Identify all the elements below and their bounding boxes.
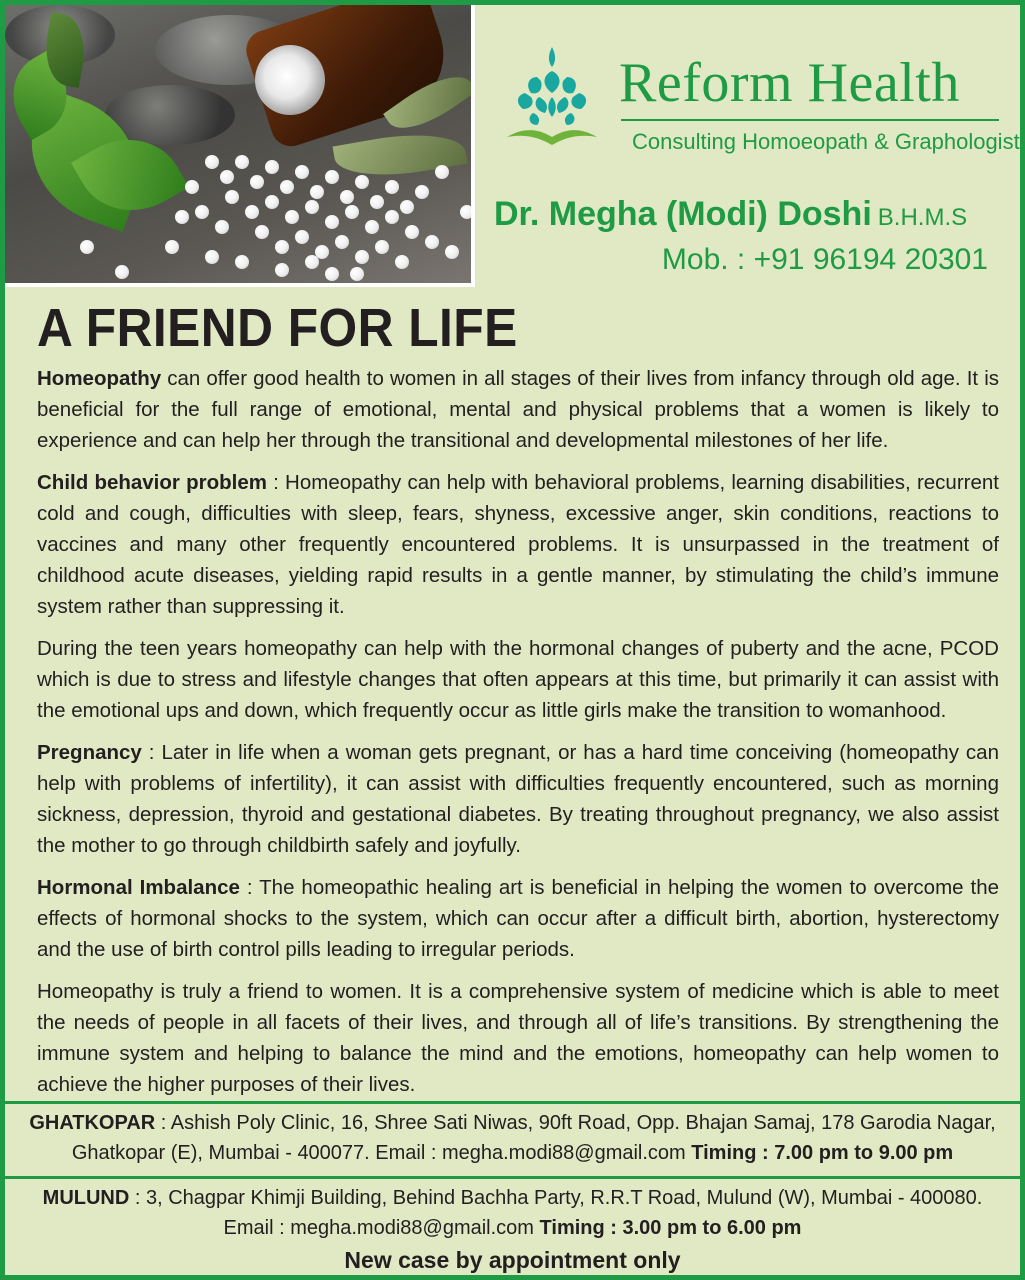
pellet: [115, 265, 129, 279]
pellet: [375, 240, 389, 254]
brand-divider: [621, 119, 999, 121]
clinic-timing: Timing : 3.00 pm to 6.00 pm: [539, 1217, 802, 1239]
pellet: [265, 160, 279, 174]
paragraph: Hormonal Imbalance : The homeopathic healing art is beneficial in helping the women to overcome the effects of hormonal shocks to the system, which can occur after a difficult birth, abortion, hysterectomy and the use of birth control pills leading to irregular periods.: [37, 876, 1000, 961]
article-body: [37, 363, 999, 1111]
pellet: [445, 245, 459, 259]
brand-name: Reform Health: [619, 52, 960, 114]
pellet: [185, 180, 199, 194]
clinic-address: : Ashish Poly Clinic, 16, Shree Sati Niwas, 90ft Road, Opp. Bhajan Samaj, 178 Garodia Nagar, Ghatkopar (E), Mumbai - 400077. Email : megha.modi88@gmail.com: [71, 1112, 996, 1164]
clinic-address: : 3, Chagpar Khimji Building, Behind Bachha Party, R.R.T Road, Mulund (W), Mumbai - 400080.: [129, 1187, 983, 1209]
pellet: [355, 250, 369, 264]
pellet: [280, 180, 294, 194]
pellet: [460, 205, 474, 219]
pellet: [345, 205, 359, 219]
pellet: [415, 185, 429, 199]
pellet: [245, 205, 259, 219]
paragraph: Homeopathy is truly a friend to women. It is a comprehensive system of medicine which is able to meet the needs of people in all facets of their lives, and through all of life’s transitions. By strengthening the immune system and helping to balance the mind and the emotions, homeopathy can help women to achieve the higher purposes of their lives.: [37, 980, 999, 1096]
pellet: [385, 210, 399, 224]
pellet: [340, 190, 354, 204]
pellet: [425, 235, 439, 249]
doctor-degree: B.H.M.S: [877, 204, 968, 231]
pellet: [350, 267, 364, 281]
doctor-name: [494, 195, 967, 234]
pellet: [275, 263, 289, 277]
paragraph: Pregnancy : Later in life when a woman gets pregnant, or has a hard time conceiving (homeopathy can help with problems of infertility), it can assist with difficulties frequently encountered, such as morning sickness, depression, thyroid and gestational diabetes. By treating throughout pregnancy, we also assist the mother to go through childbirth safely and joyfully.: [37, 741, 999, 857]
pellet: [265, 195, 279, 209]
pellet: [225, 190, 239, 204]
pellet: [305, 255, 319, 269]
clinic-ghatkopar: [5, 1101, 1020, 1172]
pellet: [335, 235, 349, 249]
pellet: [80, 240, 94, 254]
pellet: [435, 165, 449, 179]
clinic-email[interactable]: Email : megha.modi88@gmail.com: [223, 1217, 540, 1239]
pellet: [325, 170, 339, 184]
paragraph: Child behavior problem : Homeopathy can help with behavioral problems, learning disabilities, recurrent cold and cough, difficulties with sleep, fears, shyness, excessive anger, skin conditions, reactions to vaccines and many other frequently encountered problems. It is unsurpassed in the treatment of childhood acute diseases, yielding rapid results in a gentle manner, by stimulating the child’s immune system rather than suppressing it.: [37, 471, 999, 618]
pellet: [295, 165, 309, 179]
paragraph: Homeopathy can offer good health to women in all stages of their lives from infancy through old age. It is beneficial for the full range of emotional, mental and physical problems that a women is likely to experience and can help her through the transitional and developmental milestones of her life.: [37, 367, 999, 452]
pellet: [295, 230, 309, 244]
brand-tagline: Consulting Homoeopath & Graphologist: [632, 129, 1020, 154]
pellet: [405, 225, 419, 239]
pellet: [395, 255, 409, 269]
pellet: [235, 255, 249, 269]
appointment-note: New case by appointment only: [344, 1247, 681, 1273]
pellet: [195, 205, 209, 219]
pellet: [310, 185, 324, 199]
doctor-name-text: Dr. Megha (Modi) Doshi: [494, 195, 872, 233]
pellet: [285, 210, 299, 224]
pellet: [370, 195, 384, 209]
homeopathy-pills-photo: [5, 5, 475, 287]
pellet: [250, 175, 264, 189]
lotus-flower-icon: [497, 41, 607, 151]
clinic-footer: [5, 1101, 1020, 1275]
pellet: [215, 220, 229, 234]
mobile-number[interactable]: Mob. : +91 96194 20301: [661, 243, 988, 276]
pellet: [205, 250, 219, 264]
pellet: [325, 215, 339, 229]
pellet: [175, 210, 189, 224]
pellet: [255, 225, 269, 239]
pellet: [325, 267, 339, 281]
pellet: [220, 170, 234, 184]
clinic-label: MULUND: [42, 1187, 130, 1209]
pellet: [305, 200, 319, 214]
pellet: [400, 200, 414, 214]
headline: A FRIEND FOR LIFE: [37, 298, 518, 358]
pellet: [365, 220, 379, 234]
clinic-timing: Timing : 7.00 pm to 9.00 pm: [691, 1142, 954, 1164]
pellet: [165, 240, 179, 254]
pellet: [205, 155, 219, 169]
pellet: [275, 240, 289, 254]
pellet: [355, 175, 369, 189]
pellet: [385, 180, 399, 194]
paragraph: During the teen years homeopathy can help with the hormonal changes of puberty and the acne, PCOD which is due to stress and lifestyle changes that often appears at this time, but primarily it can assist with the emotional ups and down, which frequently occur as little girls make the transition to womanhood.: [37, 637, 999, 722]
clinic-label: GHATKOPAR: [29, 1112, 156, 1134]
clinic-mulund: [5, 1176, 1020, 1279]
pellet: [235, 155, 249, 169]
